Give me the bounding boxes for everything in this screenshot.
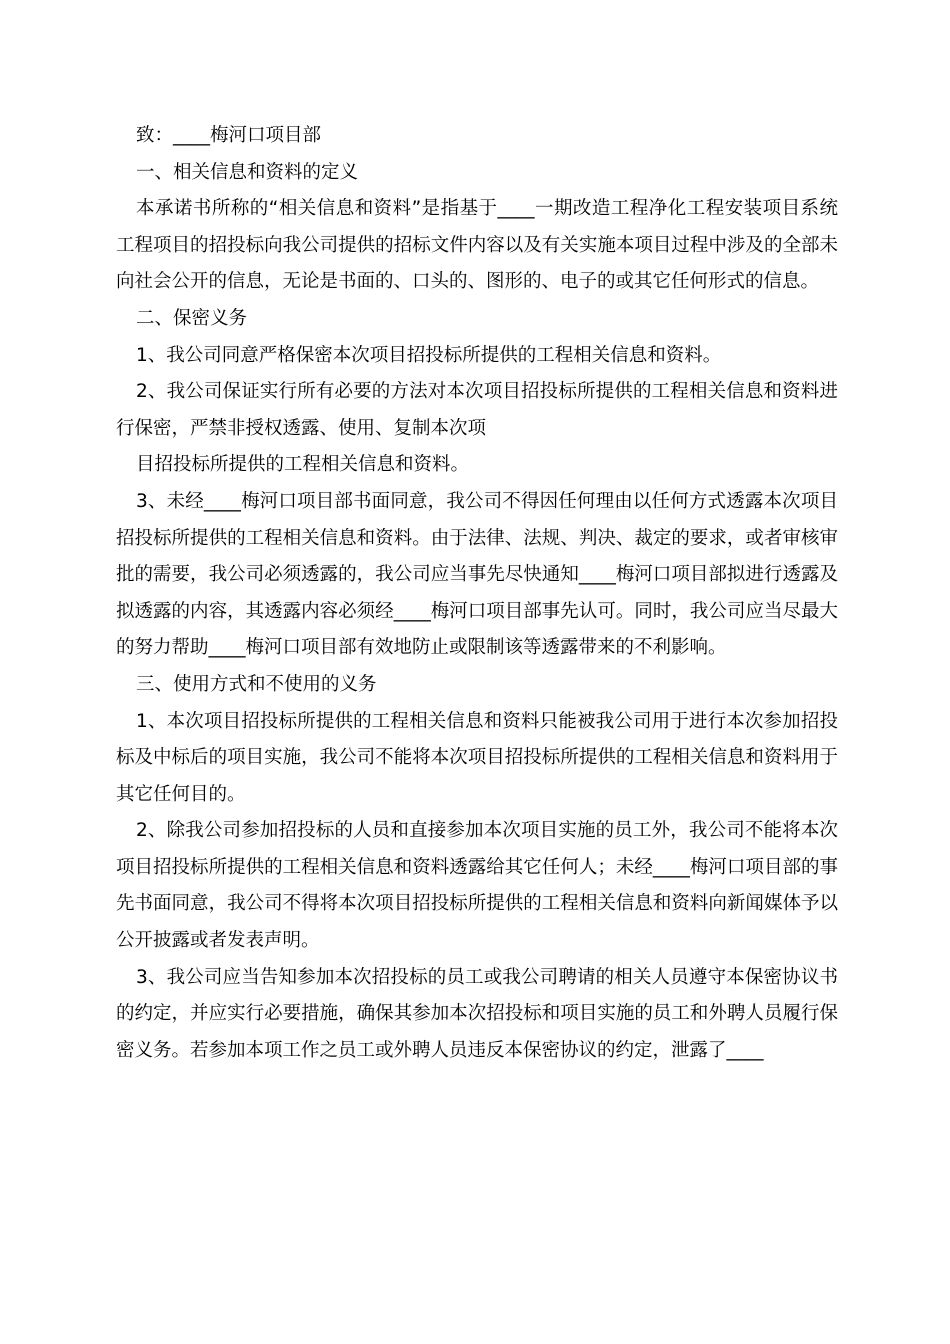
section-2-item-2: 2、我公司保证实行所有必要的方法对本次项目招投标所提供的工程相关信息和资料进行保密，严禁非授权透露、使用、复制本次项 (116, 381, 838, 439)
section-3-heading: 三、使用方式和不使用的义务 (136, 673, 377, 695)
section-2-item-1: 1、我公司同意严格保密本次项目招投标所提供的工程相关信息和资料。 (136, 344, 722, 366)
section-3-item-3: 3、我公司应当告知参加本次招投标的员工或我公司聘请的相关人员遵守本保密协议书的约定，并应实行必要措施，确保其参加本次招投标和项目实施的员工和外聘人员履行保密义务。若参加本项工作之员工或外聘人员违反本保密协议的约定，泄露了____ (116, 966, 838, 1061)
section-3-item-2: 2、除我公司参加招投标的人员和直接参加本次项目实施的员工外，我公司不能将本次项目招投标所提供的工程相关信息和资料透露给其它任何人；未经____梅河口项目部的事先书面同意，我公司不得将本次项目招投标所提供的工程相关信息和资料向新闻媒体予以公开披露或者发表声明。 (116, 820, 838, 952)
addressee-line: 致：____梅河口项目部 (136, 125, 322, 146)
section-3-item-1: 1、本次项目招投标所提供的工程相关信息和资料只能被我公司用于进行本次参加招投标及中标后的项目实施，我公司不能将本次项目招投标所提供的工程相关信息和资料用于其它任何目的。 (116, 710, 838, 805)
section-2-item-2-continuation: 目招投标所提供的工程相关信息和资料。 (136, 454, 470, 476)
section-1-heading: 一、相关信息和资料的定义 (136, 161, 359, 183)
section-2-item-3: 3、未经____梅河口项目部书面同意，我公司不得因任何理由以任何方式透露本次项目招投标所提供的工程相关信息和资料。由于法律、法规、判决、裁定的要求，或者审核审批的需要，我公司必须透露的，我公司应当事先尽快通知____梅河口项目部拟进行透露及拟透露的内容，其透露内容必须经____梅河口项目部事先认可。同时，我公司应当尽最大的努力帮助____梅河口项目部有效地防止或限制该等透露带来的不利影响。 (116, 490, 838, 659)
document-body (116, 118, 838, 1069)
section-1-body: 本承诺书所称的“相关信息和资料”是指基于____一期改造工程净化工程安装项目系统工程项目的招投标向我公司提供的招标文件内容以及有关实施本项目过程中涉及的全部未向社会公开的信息，无论是书面的、口头的、图形的、电子的或其它任何形式的信息。 (116, 198, 838, 293)
section-2-heading: 二、保密义务 (136, 307, 248, 329)
